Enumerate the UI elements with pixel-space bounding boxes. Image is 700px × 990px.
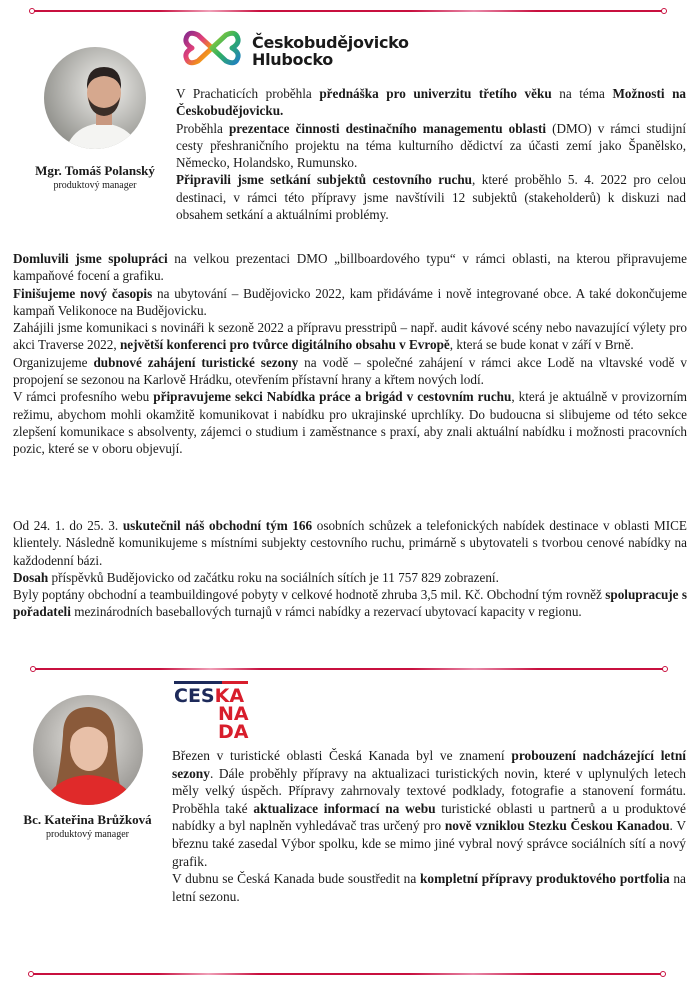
paragraph: Od 24. 1. do 25. 3. uskutečnil náš obchodní tým 166 osobních schůzek a telefonických nabídek destinace v oblasti MICE klientely. Následně komunikujeme s místními subjekty cestovního ruchu, primárně s ubytovateli s tvorbou cenové nabídky na každodenní bázi. bbox=[13, 518, 687, 568]
bottom-divider bbox=[32, 973, 662, 975]
logo-line-2: Hlubocko bbox=[252, 49, 333, 69]
body-text-block-2 bbox=[13, 517, 687, 621]
heart-infinity-logo-icon bbox=[182, 30, 242, 71]
person-name: Mgr. Tomáš Polanský bbox=[35, 163, 155, 178]
paragraph: Zahájili jsme komunikaci s novináři k sezoně 2022 a přípravu presstripů – např. audit kávové scény nebo navazující výlety pro akci Traverse 2022, největší konferenci pro tvůrce digitálního obsahu v Evropě, která se bude konat v září v Brně. bbox=[13, 320, 687, 353]
ceska-kanada-logo: CESKA NA DA bbox=[174, 681, 248, 743]
paragraph: V Prachaticích proběhla přednáška pro univerzitu třetího věku na téma Možnosti na Českobudějovicku. bbox=[176, 86, 687, 119]
middle-divider bbox=[34, 668, 664, 670]
avatar-tomas-polansky bbox=[44, 47, 146, 149]
body-text-block bbox=[13, 250, 687, 458]
paragraph: Organizujeme dubnové zahájení turistické sezony na vodě – společné zahájení v rámci akce Lodě na vltavské vodě v propojení se sezonou na Karlově Hrádku, otevřením přístavní hrany a křtem nových lodí. bbox=[13, 354, 687, 388]
logo-bar-navy bbox=[174, 681, 222, 684]
person-role: produktový manager bbox=[53, 180, 137, 191]
logo-line-1: Českobudějovicko bbox=[252, 32, 409, 52]
paragraph: Finišujeme nový časopis na ubytování – Budějovicko 2022, kam přidáváme i nově integrované obce. A také dokončujeme kampaň Velikonoce na Budějovicku. bbox=[13, 285, 688, 318]
person-name: Bc. Kateřina Brůžková bbox=[23, 812, 152, 827]
logo-bar-red bbox=[222, 681, 248, 684]
avatar-katerina-bruzkova bbox=[33, 695, 143, 805]
paragraph: Připravili jsme setkání subjektů cestovního ruchu, které proběhlo 5. 4. 2022 pro celou destinaci, v rámci této přípravy jsme navštívili 12 subjektů (stakeholderů) k diskuzi nad obsahem setkání a aktuálními problémy. bbox=[176, 172, 686, 223]
top-divider bbox=[33, 10, 663, 12]
paragraph: V rámci profesního webu připravujeme sekci Nabídka práce a brigád v cestovním ruchu, která je aktuálně v provizorním režimu, abychom mohli okamžitě komunikovat i nabídku pro ukrajinské uprchlíky. Do budoucna si slibujeme od této sekce zlepšení komunikace s absolventy, zájemci o studium i zaměstnance s praxí, aby znali aktuální nabídku i možnosti pracovních pozic, které se v oboru objevují. bbox=[13, 389, 687, 457]
paragraph: Dosah příspěvků Budějovicko od začátku roku na sociálních sítích je 11 757 829 zobrazení. bbox=[13, 569, 499, 585]
ceskobudejovicko-logo bbox=[182, 30, 409, 71]
paragraph: Byly poptány obchodní a teambuildingové pobyty v celkové hodnotě zhruba 3,5 mil. Kč. Obchodní tým rovněž spolupracuje s pořadateli mezinárodních baseballových turnajů v rámci nabídky a rezervací ubytovací kapacity v regionu. bbox=[13, 587, 687, 620]
paragraph: Proběhla prezentace činnosti destinačního managementu oblasti (DMO) v rámci studijní cesty přeshraničního projektu na téma kulturního dědictví za účasti zemí jako Španělsko, Německo, Holandsko, Rumunsko. bbox=[176, 120, 686, 171]
paragraph: Březen v turistické oblasti Česká Kanada byl ve znamení probouzení nadcházející letní sezony. Dále proběhly přípravy na aktualizaci turistických novin, které v uplynulých letech měly velký úspěch. Přípravy zahrnovaly textové podklady, fotografie a stanovení formátu. Proběhla také aktualizace informací na webu turistické oblasti u partnerů a u produktové nabídky a byl naplněn vyhledávač tras určený pro nově vzniklou Stezku Českou Kanadou. V březnu také zasedal Výbor spolku, kde se mimo jiné vybral nový správce sociálních sítí a nový grafik. bbox=[172, 748, 687, 869]
intro-text-block bbox=[176, 85, 686, 223]
paragraph: V dubnu se Česká Kanada bude soustředit na kompletní přípravy produktového portfolia na letní sezonu. bbox=[172, 871, 686, 904]
person-role: produktový manager bbox=[45, 829, 130, 840]
paragraph: Domluvili jsme spolupráci na velkou prezentaci DMO „billboardového typu“ v rámci oblasti, na kterou připravujeme kampaňové focení a grafiku. bbox=[13, 251, 688, 284]
kanada-text-block bbox=[172, 747, 686, 905]
